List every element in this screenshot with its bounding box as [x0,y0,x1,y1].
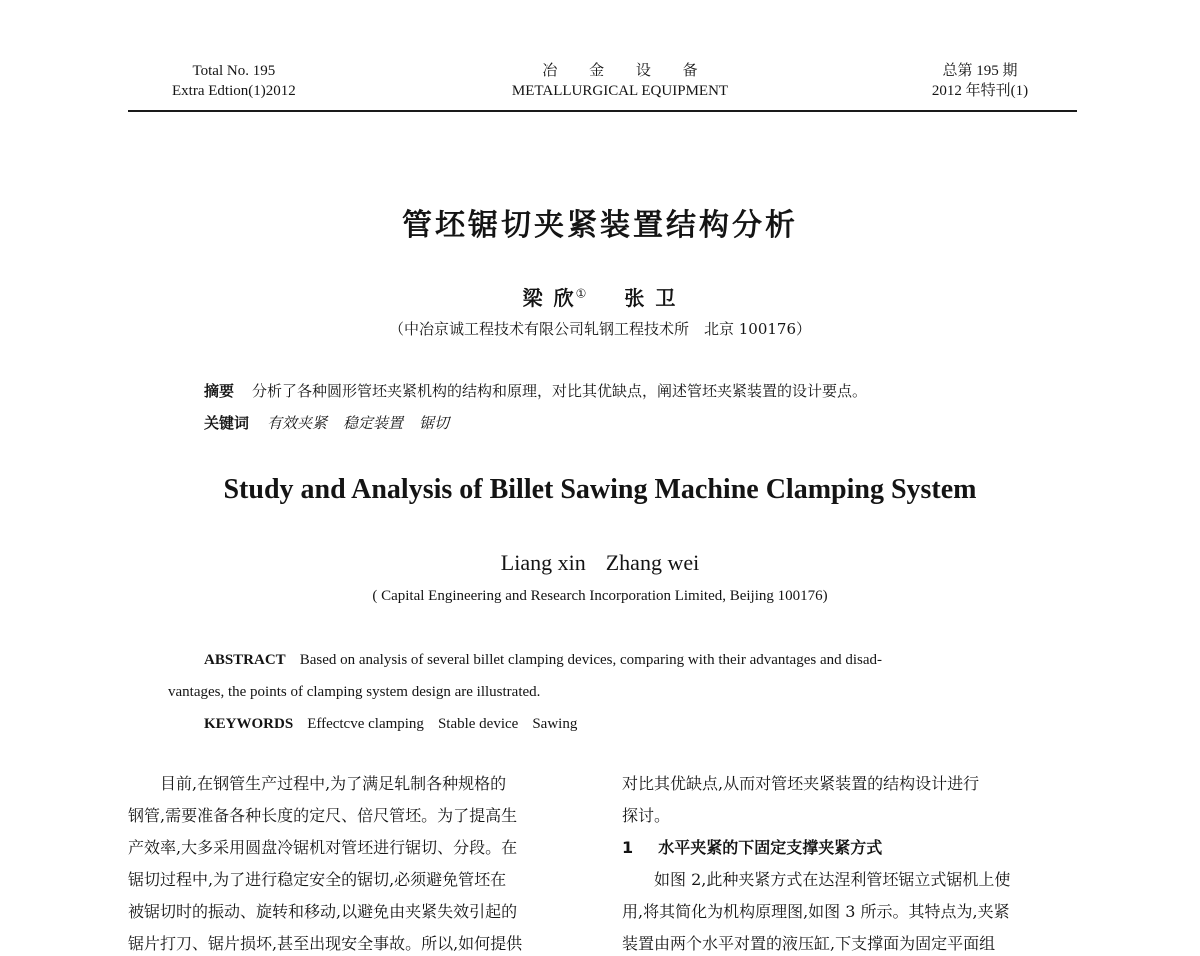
abstract-en-line-1: Based on analysis of several billet clamping devices, comparing with their advantages and disad- [299,652,883,668]
journal-issue-en [172,61,296,101]
body-line: 被锯切时的振动、旋转和移动,以避免由夹紧失效引起的 [128,902,518,921]
body-line: 如图 2,此种夹紧方式在达涅利管坯锯立式锯机上使 [654,870,1011,889]
issue-number-en: Total No. 195 [192,63,276,79]
journal-name [440,61,800,101]
body-line: 目前,在钢管生产过程中,为了满足轧制各种规格的 [160,774,507,793]
keyword-cn: 稳定装置 [343,414,404,432]
section-number: 1 [622,838,634,857]
journal-issue-cn [900,61,1060,101]
keyword-en: Effectcve clamping [307,716,424,732]
affiliation-en: ( Capital Engineering and Research Incorporation Limited, Beijing 100176) [372,588,828,604]
abstract-en-line-2: vantages, the points of clamping system design are illustrated. [168,684,541,700]
abstract-cn-label: 摘要 [204,382,235,400]
keywords-cn-label: 关键词 [204,414,250,432]
body-line: 对比其优缺点,从而对管坯夹紧装置的结构设计进行 [622,774,980,793]
body-line: 用,将其简化为机构原理图,如图 3 所示。其特点为,夹紧 [622,902,1010,921]
abstract-en-label: ABSTRACT [204,652,286,668]
abstract-cn-text: 分析了各种圆形管坯夹紧机构的结构和原理，对比其优缺点，阐述管坯夹紧装置的设计要点。 [252,382,868,400]
section-title: 水平夹紧的下固定支撑夹紧方式 [658,838,883,857]
keyword-cn: 有效夹紧 [267,414,328,432]
page-title-en: Study and Analysis of Billet Sawing Machine Clamping System [223,474,977,505]
section-heading [622,836,882,860]
header-rule [128,110,1077,112]
author-2-en: Zhang wei [605,550,700,575]
body-line: 钢管,需要准备各种长度的定尺、倍尺管坯。为了提高生 [128,806,518,825]
body-line: 锯片打刀、锯片损坏,甚至出现安全事故。所以,如何提供 [128,934,523,953]
affiliation-cn: （中冶京诚工程技术有限公司轧钢工程技术所 北京 100176） [388,320,812,338]
body-line: 探讨。 [622,806,671,825]
keywords-cn [204,412,465,433]
body-line: 产效率,大多采用圆盘冷锯机对管坯进行锯切、分段。在 [128,838,518,857]
issue-number-cn: 总第 195 期 [942,63,1018,79]
issue-edition-en: Extra Edtion(1)2012 [172,83,296,99]
keywords-en [204,716,591,733]
body-line: 锯切过程中,为了进行稳定安全的锯切,必须避免管坯在 [128,870,507,889]
author-1-en: Liang xin [500,550,586,575]
authors-en [0,550,1200,576]
keywords-en-label: KEYWORDS [204,716,294,732]
journal-name-cn: 冶 金 设 备 [542,63,712,79]
authors-cn [0,282,1200,311]
author-1-cn: 梁 欣 [522,286,576,310]
abstract-cn [204,380,867,401]
page-title-cn: 管坯锯切夹紧装置结构分析 [402,208,798,243]
journal-name-en: METALLURGICAL EQUIPMENT [511,83,729,99]
body-line: 装置由两个水平对置的液压缸,下支撑面为固定平面组 [622,934,996,953]
author-1-footnote-mark: ① [575,286,589,301]
author-2-cn: 张 卫 [624,286,678,310]
keyword-cn: 锯切 [419,414,450,432]
keyword-en: Sawing [532,716,578,732]
issue-edition-cn: 2012 年特刊(1) [931,83,1029,99]
abstract-en [204,652,882,669]
keyword-en: Stable device [437,716,519,732]
